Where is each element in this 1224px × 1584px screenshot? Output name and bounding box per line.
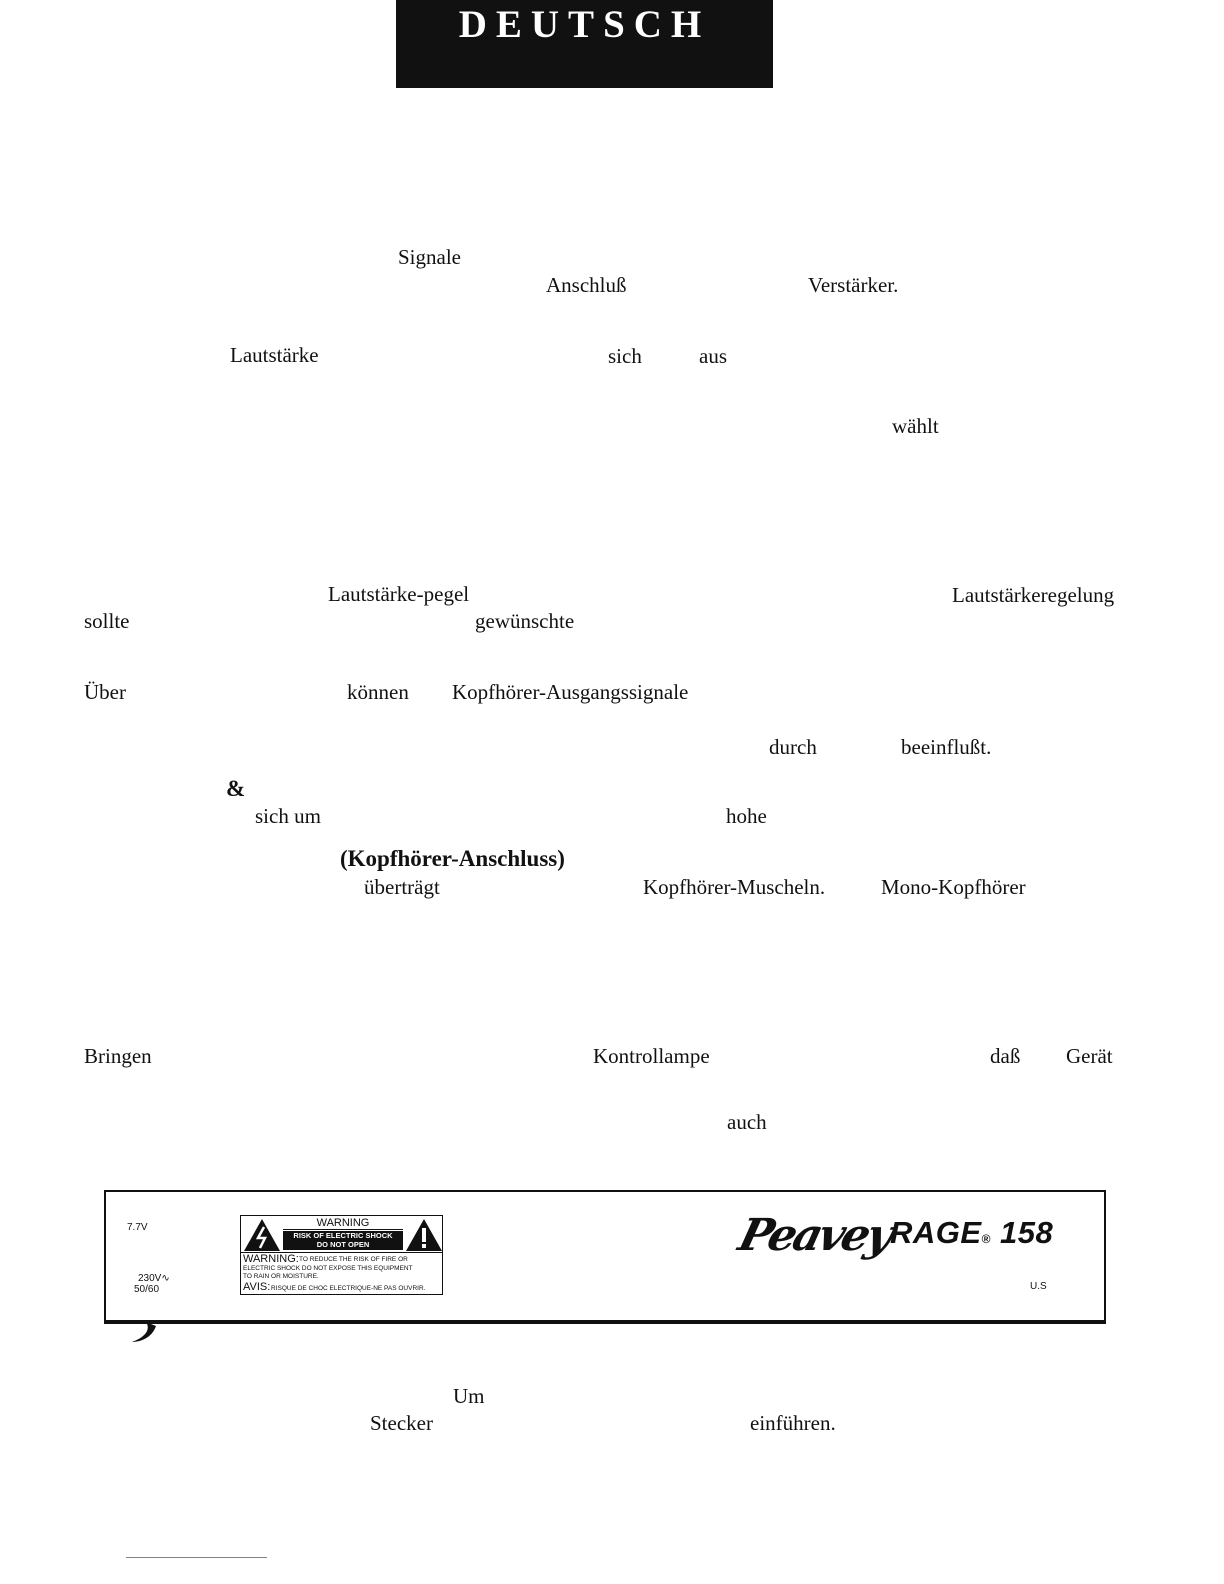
model-name-text: RAGE [890, 1215, 982, 1250]
shock-warning-icon [243, 1218, 281, 1252]
avis-label: AVIS: [243, 1281, 271, 1293]
warning-title: WARNING [283, 1217, 403, 1230]
model-name [890, 1215, 1053, 1251]
brand-logo: Peavey [733, 1210, 896, 1261]
warning-label-box [240, 1215, 443, 1295]
caution-icon [405, 1218, 443, 1252]
text-fragment: einführen. [750, 1411, 836, 1435]
text-fragment: Um [453, 1384, 485, 1408]
warning-label: WARNING: [243, 1253, 299, 1265]
text-fragment: sich um [255, 804, 321, 828]
voltage-ac-label: 230V∿ [138, 1273, 170, 1284]
text-fragment: Gerät [1066, 1044, 1113, 1068]
text-fragment: Lautstärke [230, 343, 319, 367]
text-fragment: Kopfhörer-Ausgangssignale [452, 680, 689, 704]
text-fragment: sollte [84, 609, 130, 633]
text-fragment: Bringen [84, 1044, 152, 1068]
text-fragment: Anschluß [546, 273, 627, 297]
shock-line-2: DO NOT OPEN [316, 1240, 370, 1249]
warning-text-3: TO RAIN OR MOISTURE. [243, 1273, 319, 1280]
text-fragment: aus [699, 344, 727, 368]
header-title: DEUTSCH [458, 3, 711, 46]
text-fragment: auch [727, 1110, 767, 1134]
text-fragment: Kopfhörer-Muscheln. [643, 875, 826, 899]
text-fragment: beeinflußt. [901, 735, 992, 759]
origin-label: U.S [1030, 1281, 1047, 1292]
text-fragment: daß [990, 1044, 1021, 1068]
text-fragment: hohe [726, 804, 767, 828]
text-fragment: sich [608, 344, 642, 368]
text-fragment: Lautstärkeregelung [952, 583, 1115, 607]
frequency-label: 50/60 [134, 1284, 160, 1295]
text-fragment: Verstärker. [808, 273, 899, 297]
shock-line-1: RISK OF ELECTRIC SHOCK [293, 1231, 393, 1240]
text-fragment: überträgt [364, 875, 440, 899]
text-fragment: Über [84, 680, 126, 704]
model-number: 158 [1000, 1215, 1054, 1250]
panel-tab-icon [126, 1320, 160, 1346]
text-fragment: können [347, 680, 409, 704]
panel-divider [104, 1322, 1106, 1324]
voltage-top-label: 7.7V [127, 1222, 148, 1233]
text-fragment: Kontrollampe [593, 1044, 710, 1068]
text-fragment: Mono-Kopfhörer [881, 875, 1026, 899]
text-fragment: Lautstärke-pegel [328, 582, 470, 606]
text-fragment: Stecker [370, 1411, 433, 1435]
warning-text-2: ELECTRIC SHOCK DO NOT EXPOSE THIS EQUIPMENT [243, 1265, 413, 1272]
registered-mark: ® [981, 1232, 991, 1246]
ampersand: & [226, 776, 246, 801]
warning-text-1: TO REDUCE THE RISK OF FIRE OR [299, 1256, 408, 1263]
text-fragment: durch [769, 735, 817, 759]
footer-rule [126, 1557, 267, 1558]
text-fragment: Signale [398, 245, 461, 269]
avis-text: RISQUE DE CHOC ELECTRIQUE-NE PAS OUVRIR. [271, 1285, 426, 1292]
section-heading: (Kopfhörer-Anschluss) [340, 846, 565, 871]
language-header [396, 0, 773, 88]
text-fragment: gewünschte [475, 609, 575, 633]
text-fragment: wählt [892, 414, 939, 438]
